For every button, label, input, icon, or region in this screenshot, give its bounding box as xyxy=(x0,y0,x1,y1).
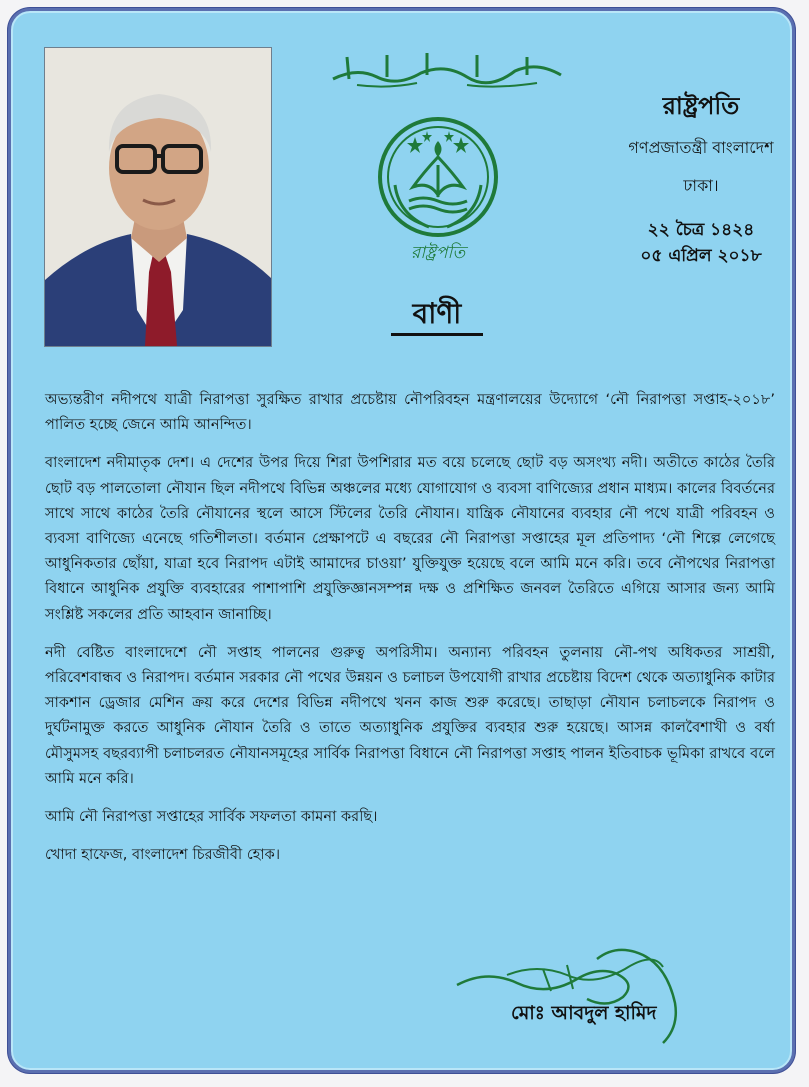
portrait-photo xyxy=(44,47,272,347)
bismillah-calligraphy xyxy=(327,49,567,91)
signer-name: মোঃ আবদুল হামিদ xyxy=(511,1002,657,1024)
bismillah-text xyxy=(327,49,328,50)
paragraph-4: আমি নৌ নিরাপত্তা সপ্তাহের সার্বিক সফলতা কামনা করছি। xyxy=(45,808,378,826)
paragraph-5: খোদা হাফেজ, বাংলাদেশ চিরজীবী হোক। xyxy=(45,846,281,864)
paragraph-1: অভ্যন্তরীণ নদীপথে যাত্রী নিরাপত্তা সুরক্ষিত রাখার প্রচেষ্টায় নৌপরিবহন মন্ত্রণালয়ের উদ্যোগে ‘নৌ নিরাপত্তা সপ্তাহ-২০১৮’ পালিত হচ্ছে জেনে আমি আনন্দিত। xyxy=(45,391,775,434)
paragraph-3: নদী বেষ্টিত বাংলাদেশে নৌ সপ্তাহ পালনের গুরুত্ব অপরিসীম। অন্যান্য পরিবহন তুলনায় নৌ-পথ অধিকতর সাশ্রয়ী, পরিবেশবান্ধব ও নিরাপদ। বর্তমান সরকার নৌ পথের উন্নয়ন ও চলাচল উপযোগী রাখার প্রচেষ্টায় বিদেশ থেকে অত্যাধুনিক কাটার সাকশান ড্রেজার মেশিন ক্রয় করে দেশের বিভিন্ন নদীপথে খনন কাজ শুরু করেছে। তাছাড়া নৌযান চলাচলকে নিরাপদ ও দুর্ঘটনামুক্ত করতে আধুনিক নৌযান তৈরি ও তাতে অত্যাধুনিক প্রযুক্তির ব্যবহার শুরু হয়েছে। আসন্ন কালবৈশাখী ও বর্ষা মৌসুমসহ বছরব্যাপী চলাচলরত নৌযানসমূহের সার্বিক নিরাপত্তা বিধানে নৌ নিরাপত্তা সপ্তাহ পালন ইতিবাচক ভূমিকা রাখবে বলে আমি মনে করি। xyxy=(45,643,775,787)
message-body xyxy=(45,387,775,880)
office-city: ঢাকা। xyxy=(683,176,719,195)
paragraph-2: বাংলাদেশ নদীমাতৃক দেশ। এ দেশের উপর দিয়ে শিরা উপশিরার মত বয়ে চলেছে ছোট বড় অসংখ্য নদী। অতীতে কাঠের তৈরি ছোট বড় পালতোলা নৌযান ছিল নদীপথে বিভিন্ন অঞ্চলের মধ্যে যোগাযোগ ও ব্যবসা বাণিজ্যের প্রধান মাধ্যম। কালের বিবর্তনের সাথে সাথে কাঠের তৈরি নৌযানের স্থলে আসে স্টিলের তৈরি নৌযান। যান্ত্রিক নৌযানের ব্যবহার নৌ পথে যাত্রী পরিবহন ও ব্যবসা বাণিজ্যে এনেছে গতিশীলতা। বর্তমান প্রেক্ষাপটে এ বছরের নৌ নিরাপত্তা সপ্তাহের মূল প্রতিপাদ্য ‘নৌ শিল্পে লেগেছে আধুনিকতার ছোঁয়া, যাত্রা হবে নিরাপদ এটাই আমাদের চাওয়া’ যুক্তিযুক্ত হয়েছে বলে আমি মনে করি। তবে নৌপথের নিরাপত্তা বিধানে আধুনিক প্রযুক্তি ব্যবহারের পাশাপাশি প্রযুক্তিজ্ঞানসম্পন্ন দক্ষ ও প্রশিক্ষিত জনবল তৈরিতে এগিয়ে আসার জন্য আমি সংশ্লিষ্ট সকলের প্রতি আহবান জানাচ্ছি। xyxy=(45,454,775,623)
message-heading: বাণী xyxy=(391,297,483,336)
date-gregorian: ০৫ এপ্রিল ২০১৮ xyxy=(640,246,762,266)
office-block xyxy=(601,89,801,269)
presidential-emblem xyxy=(373,115,503,265)
signature xyxy=(447,939,697,1049)
office-country: গণপ্রজাতন্ত্রী বাংলাদেশ xyxy=(628,138,774,157)
message-card xyxy=(8,8,795,1073)
office-title: রাষ্ট্রপতি xyxy=(662,91,740,120)
emblem-caption: রাষ্ট্রপতি xyxy=(410,243,466,263)
date-bangla: ২২ চৈত্র ১৪২৪ xyxy=(647,220,755,240)
